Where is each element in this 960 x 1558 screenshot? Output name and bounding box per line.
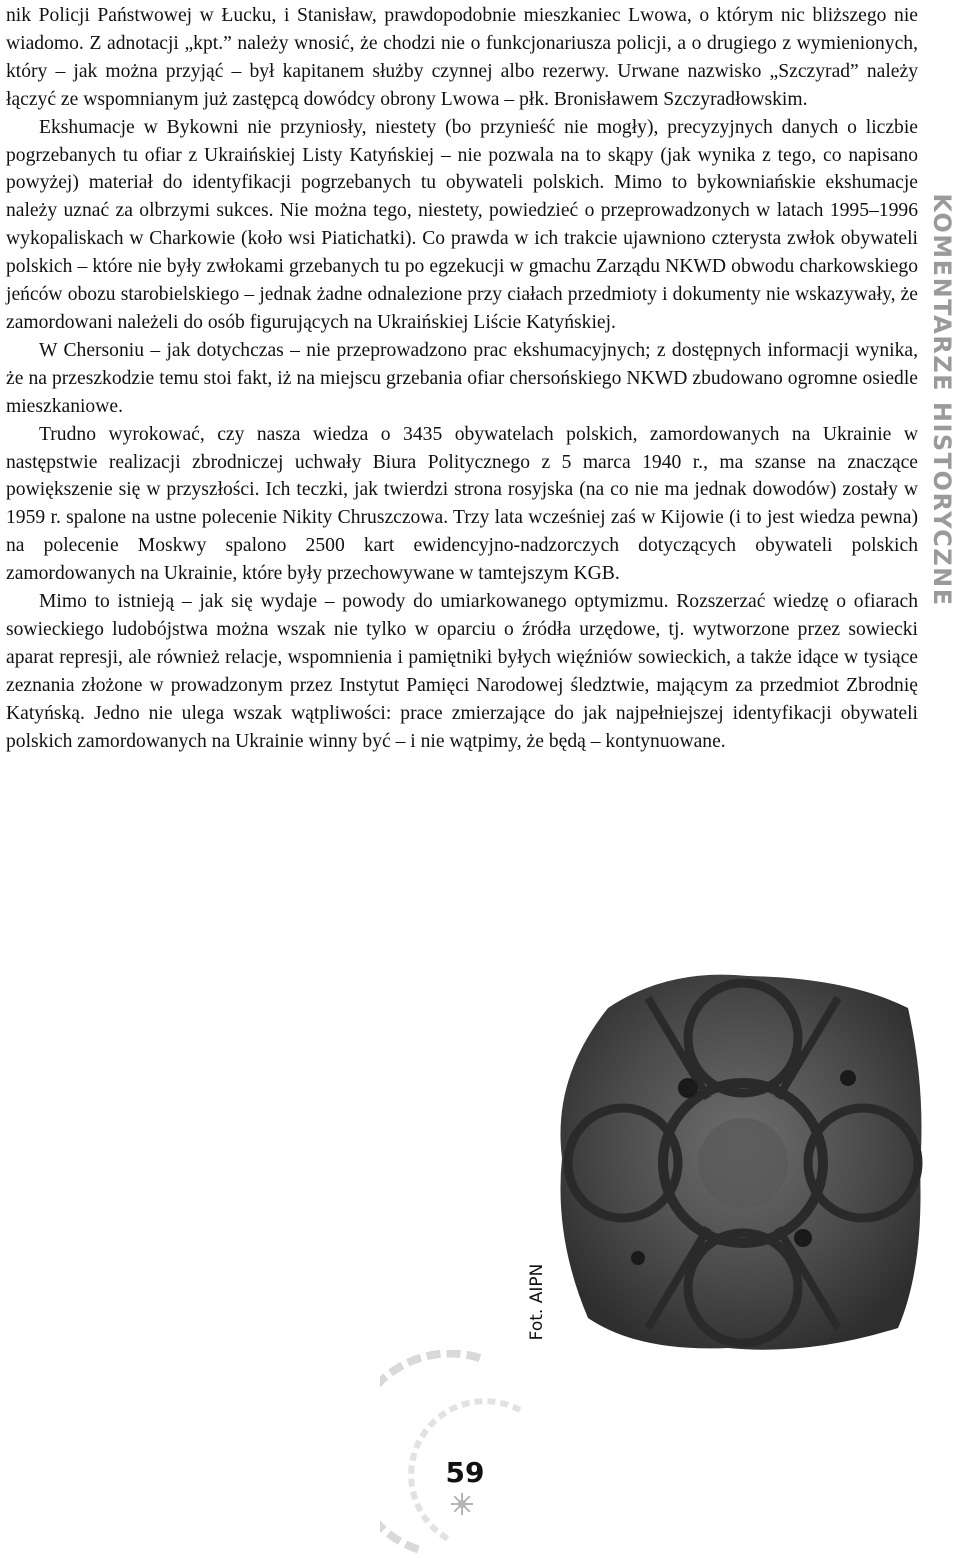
paragraph-3: W Chersoniu – jak dotychczas – nie przeprowadzono prac ekshumacyjnych; z dostępnych informacji wynika, że na przeszkodzie temu stoi fakt, iż na miejscu grzebania ofiar chersońskiego NKWD zbudowano ogromne osiedle mieszkaniowe. bbox=[6, 339, 918, 417]
section-label-text: KOMENTARZE HISTORYCZNE bbox=[928, 193, 956, 607]
photo-credit-text: Fot. AIPN bbox=[527, 1263, 547, 1341]
paragraph-4: Trudno wyrokować, czy nasza wiedza o 3435 obywatelach polskich, zamordowanych na Ukrainie w następstwie realizacji zbrodniczej uchwały Biura Politycznego z 5 marca 1940 r., ma szanse na znaczące powiększenie się w przyszłości. Ich teczki, jak twierdzi strona rosyjska (na co nie ma jednak dowodów) zostały w 1959 r. spalone na ustne polecenie Nikity Chruszczowa. Trzy lata wcześniej zaś w Kijowie (i to jest wiedza pewna) na polecenie Moskwy spalono 2500 kart ewidencyjno-nadzorczych dotyczących obywateli polskich zamordowanych na Ukrainie, które były przechowywane w tamtejszym KGB. bbox=[6, 423, 918, 585]
cross-badge-image bbox=[548, 968, 928, 1356]
page-number: 59 bbox=[445, 1456, 485, 1489]
photo-credit bbox=[524, 1252, 550, 1352]
decorative-ornament bbox=[380, 1350, 580, 1558]
section-side-label bbox=[927, 10, 957, 790]
paragraph-2: Ekshumacje w Bykowni nie przyniosły, niestety (bo przynieść nie mogły), precyzyjnych danych o liczbie pogrzebanych tu ofiar z Ukraińskiej Listy Katyńskiej – nie pozwala na to skąpy (jak wynika z tego, co napisano powyżej) materiał do identyfikacji pogrzebanych tu obywateli polskich. Mimo to bykowniańskie ekshumacje należy uznać za olbrzymi sukces. Nie można tego, niestety, powiedzieć o przeprowadzonych w latach 1995–1996 wykopaliskach w Charkowie (koło wsi Piatichatki). Co prawda w ich trakcie ujawniono czterysta zwłok obywateli polskich – które nie były zwłokami grzebanych tu po egzekucji w gmachu Zarządu NKWD obwodu charkowskiego jeńców obozu starobielskiego – jednak żadne odnalezione przy ciałach przedmioty i dokumenty nie wskazywały, że zamordowani należeli do osób figurujących na Ukraińskiej Liście Katyńskiej. bbox=[6, 116, 918, 333]
paragraph-1: nik Policji Państwowej w Łucku, i Stanisław, prawdopodobnie mieszkaniec Lwowa, o którym nic bliższego nie wiadomo. Z adnotacji „kpt.” należy wnosić, że chodzi nie o funkcjonariusza policji, a o drugiego z wymienionych, który – jak można przyjąć – był kapitanem służby czynnej albo rezerwy. Urwane nazwisko „Szczyrad” należy łączyć ze wspomnianym już zastępcą dowódcy obrony Lwowa – płk. Bronisławem Szczyradłowskim. bbox=[6, 5, 918, 110]
artifact-photo bbox=[548, 968, 928, 1356]
star-ornament-icon bbox=[450, 1492, 474, 1516]
article-body bbox=[6, 2, 918, 755]
paragraph-5: Mimo to istnieją – jak się wydaje – powody do umiarkowanego optymizmu. Rozszerzać wiedzę o ofiarach sowieckiego ludobójstwa można wszak nie tylko w oparciu o źródła urzędowe, tj. wytworzone przez sowiecki aparat represji, ale również relacje, wspomnienia i pamiętniki byłych więźniów sowieckich, a także idące w tysiące zeznania złożone w prowadzonym przez Instytut Pamięci Narodowej śledztwie, mającym za przedmiot Zbrodnię Katyńską. Jedno nie ulega wszak wątpliwości: prace zmierzające do jak najpełniejszej identyfikacji obywateli polskich zamordowanych na Ukrainie winny być – i nie wątpimy, że będą – kontynuowane. bbox=[6, 591, 918, 752]
